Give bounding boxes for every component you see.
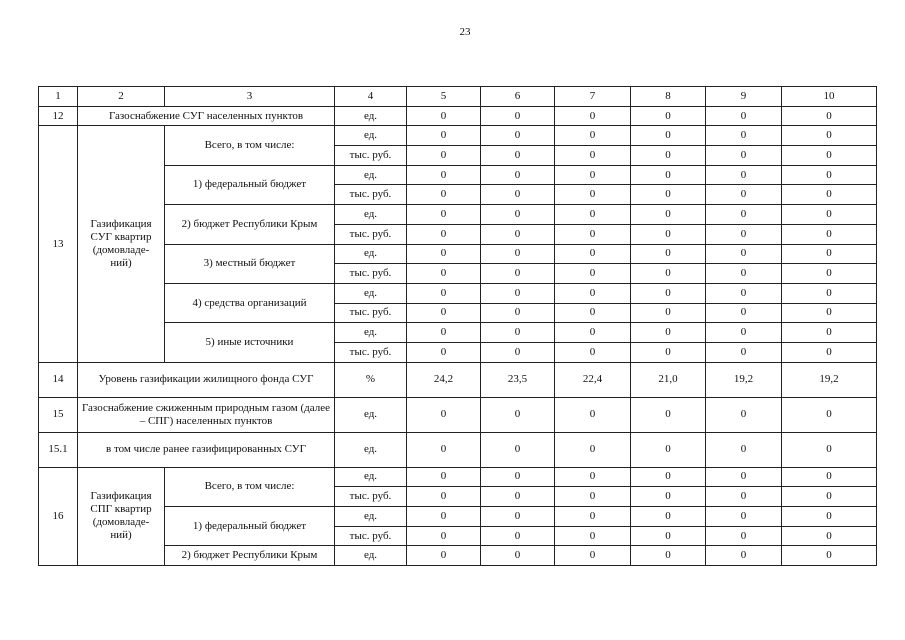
- value-cell: 0: [555, 323, 631, 343]
- unit-cell: ед.: [335, 106, 407, 126]
- value-cell: 0: [407, 146, 481, 166]
- value-cell: 0: [631, 244, 706, 264]
- value-cell: 0: [782, 146, 877, 166]
- value-cell: 0: [481, 342, 555, 362]
- header-cell: 6: [481, 87, 555, 107]
- unit-cell: тыс. руб.: [335, 342, 407, 362]
- value-cell: 0: [407, 303, 481, 323]
- funding-source: Всего, в том числе:: [165, 467, 335, 506]
- unit-cell: тыс. руб.: [335, 224, 407, 244]
- value-cell: 0: [407, 432, 481, 467]
- value-cell: 0: [706, 126, 782, 146]
- value-cell: 0: [782, 397, 877, 432]
- funding-source: 2) бюджет Республики Крым: [165, 546, 335, 566]
- value-cell: 0: [631, 432, 706, 467]
- row-number: 15: [39, 397, 78, 432]
- row-number: 13: [39, 126, 78, 362]
- value-cell: 0: [481, 323, 555, 343]
- unit-cell: ед.: [335, 323, 407, 343]
- value-cell: 0: [481, 106, 555, 126]
- value-cell: 23,5: [481, 362, 555, 397]
- unit-cell: ед.: [335, 397, 407, 432]
- value-cell: 0: [631, 397, 706, 432]
- funding-source: 1) федеральный бюджет: [165, 165, 335, 204]
- value-cell: 0: [481, 126, 555, 146]
- unit-cell: ед.: [335, 283, 407, 303]
- header-cell: 10: [782, 87, 877, 107]
- value-cell: 0: [706, 546, 782, 566]
- row-title: Уровень газификации жилищного фонда СУГ: [78, 362, 335, 397]
- funding-source: 4) средства организаций: [165, 283, 335, 322]
- table-row: [39, 432, 877, 467]
- value-cell: 0: [481, 185, 555, 205]
- header-cell: 4: [335, 87, 407, 107]
- value-cell: 0: [782, 126, 877, 146]
- header-row: [39, 87, 877, 107]
- value-cell: 0: [555, 146, 631, 166]
- value-cell: 0: [782, 165, 877, 185]
- value-cell: 0: [407, 467, 481, 487]
- header-cell: 2: [78, 87, 165, 107]
- value-cell: 0: [481, 264, 555, 284]
- value-cell: 0: [706, 205, 782, 225]
- table-row: [39, 205, 877, 225]
- value-cell: 0: [555, 342, 631, 362]
- report-table: [38, 86, 877, 566]
- value-cell: 0: [631, 205, 706, 225]
- value-cell: 0: [631, 126, 706, 146]
- unit-cell: тыс. руб.: [335, 487, 407, 507]
- table-row: [39, 244, 877, 264]
- value-cell: 0: [555, 126, 631, 146]
- table-row: [39, 323, 877, 343]
- row-title: в том числе ранее газифицированных СУГ: [78, 432, 335, 467]
- value-cell: 0: [706, 342, 782, 362]
- value-cell: 19,2: [782, 362, 877, 397]
- value-cell: 0: [782, 244, 877, 264]
- table-row: [39, 283, 877, 303]
- value-cell: 0: [555, 165, 631, 185]
- value-cell: 0: [481, 146, 555, 166]
- value-cell: 0: [706, 526, 782, 546]
- funding-source: 2) бюджет Республики Крым: [165, 205, 335, 244]
- value-cell: 0: [706, 487, 782, 507]
- unit-cell: ед.: [335, 205, 407, 225]
- value-cell: 0: [782, 546, 877, 566]
- value-cell: 0: [706, 146, 782, 166]
- value-cell: 0: [555, 303, 631, 323]
- value-cell: 0: [706, 224, 782, 244]
- value-cell: 0: [555, 106, 631, 126]
- value-cell: 0: [481, 303, 555, 323]
- value-cell: 22,4: [555, 362, 631, 397]
- value-cell: 0: [782, 526, 877, 546]
- value-cell: 0: [407, 185, 481, 205]
- value-cell: 0: [555, 185, 631, 205]
- unit-cell: тыс. руб.: [335, 303, 407, 323]
- value-cell: 0: [481, 507, 555, 527]
- value-cell: 0: [407, 546, 481, 566]
- value-cell: 0: [706, 165, 782, 185]
- value-cell: 0: [631, 106, 706, 126]
- value-cell: 0: [782, 467, 877, 487]
- value-cell: 0: [555, 526, 631, 546]
- value-cell: 0: [782, 224, 877, 244]
- value-cell: 0: [407, 507, 481, 527]
- value-cell: 0: [706, 467, 782, 487]
- value-cell: 0: [481, 487, 555, 507]
- value-cell: 0: [555, 467, 631, 487]
- value-cell: 0: [631, 165, 706, 185]
- value-cell: 0: [631, 264, 706, 284]
- unit-cell: %: [335, 362, 407, 397]
- value-cell: 0: [706, 507, 782, 527]
- unit-cell: ед.: [335, 546, 407, 566]
- value-cell: 0: [706, 244, 782, 264]
- value-cell: 0: [407, 205, 481, 225]
- value-cell: 0: [631, 487, 706, 507]
- value-cell: 0: [407, 487, 481, 507]
- value-cell: 0: [782, 106, 877, 126]
- unit-cell: ед.: [335, 126, 407, 146]
- value-cell: 0: [555, 264, 631, 284]
- table-row: [39, 106, 877, 126]
- funding-source: 5) иные источники: [165, 323, 335, 362]
- value-cell: 0: [555, 244, 631, 264]
- value-cell: 0: [481, 467, 555, 487]
- value-cell: 0: [407, 397, 481, 432]
- value-cell: 0: [631, 185, 706, 205]
- value-cell: 0: [407, 264, 481, 284]
- value-cell: 0: [706, 432, 782, 467]
- row-title: Газоснабжение СУГ населенных пунктов: [78, 106, 335, 126]
- value-cell: 0: [782, 487, 877, 507]
- table-row: [39, 362, 877, 397]
- value-cell: 0: [481, 165, 555, 185]
- table-row: [39, 397, 877, 432]
- value-cell: 0: [706, 264, 782, 284]
- value-cell: 0: [481, 283, 555, 303]
- table-row: [39, 507, 877, 527]
- unit-cell: тыс. руб.: [335, 526, 407, 546]
- unit-cell: ед.: [335, 432, 407, 467]
- value-cell: 0: [706, 323, 782, 343]
- funding-source: Всего, в том числе:: [165, 126, 335, 165]
- value-cell: 0: [407, 126, 481, 146]
- row-number: 16: [39, 467, 78, 565]
- value-cell: 0: [706, 283, 782, 303]
- value-cell: 0: [407, 106, 481, 126]
- value-cell: 0: [407, 224, 481, 244]
- row-number: 14: [39, 362, 78, 397]
- value-cell: 0: [555, 487, 631, 507]
- value-cell: 0: [782, 507, 877, 527]
- value-cell: 0: [555, 507, 631, 527]
- value-cell: 0: [782, 283, 877, 303]
- value-cell: 0: [555, 432, 631, 467]
- value-cell: 0: [407, 165, 481, 185]
- value-cell: 0: [481, 432, 555, 467]
- value-cell: 0: [407, 283, 481, 303]
- header-cell: 8: [631, 87, 706, 107]
- value-cell: 0: [782, 303, 877, 323]
- value-cell: 0: [555, 283, 631, 303]
- value-cell: 0: [481, 205, 555, 225]
- value-cell: 0: [481, 224, 555, 244]
- value-cell: 0: [631, 467, 706, 487]
- value-cell: 0: [782, 323, 877, 343]
- header-cell: 5: [407, 87, 481, 107]
- value-cell: 0: [631, 146, 706, 166]
- table-row: [39, 165, 877, 185]
- value-cell: 0: [481, 546, 555, 566]
- value-cell: 0: [782, 264, 877, 284]
- value-cell: 0: [555, 397, 631, 432]
- value-cell: 0: [631, 323, 706, 343]
- value-cell: 0: [782, 205, 877, 225]
- unit-cell: ед.: [335, 244, 407, 264]
- value-cell: 24,2: [407, 362, 481, 397]
- value-cell: 0: [555, 205, 631, 225]
- value-cell: 0: [631, 303, 706, 323]
- table-row: [39, 546, 877, 566]
- value-cell: 21,0: [631, 362, 706, 397]
- unit-cell: ед.: [335, 165, 407, 185]
- funding-source: 1) федеральный бюджет: [165, 507, 335, 546]
- header-cell: 3: [165, 87, 335, 107]
- value-cell: 0: [555, 546, 631, 566]
- value-cell: 0: [407, 323, 481, 343]
- row-group-title: Газификация СУГ квартир (домовладе- ний): [78, 126, 165, 362]
- unit-cell: ед.: [335, 467, 407, 487]
- value-cell: 0: [555, 224, 631, 244]
- unit-cell: тыс. руб.: [335, 264, 407, 284]
- unit-cell: ед.: [335, 507, 407, 527]
- row-title: Газоснабжение сжиженным природным газом (далее – СПГ) населенных пунктов: [78, 397, 335, 432]
- row-number: 15.1: [39, 432, 78, 467]
- header-cell: 9: [706, 87, 782, 107]
- header-cell: 1: [39, 87, 78, 107]
- value-cell: 0: [706, 106, 782, 126]
- table-row: [39, 467, 877, 487]
- unit-cell: тыс. руб.: [335, 146, 407, 166]
- funding-source: 3) местный бюджет: [165, 244, 335, 283]
- value-cell: 0: [782, 342, 877, 362]
- row-group-title: Газификация СПГ квартир (домовладе- ний): [78, 467, 165, 565]
- value-cell: 0: [481, 244, 555, 264]
- value-cell: 0: [782, 185, 877, 205]
- value-cell: 0: [706, 303, 782, 323]
- value-cell: 0: [631, 507, 706, 527]
- value-cell: 0: [481, 526, 555, 546]
- value-cell: 0: [706, 397, 782, 432]
- value-cell: 19,2: [706, 362, 782, 397]
- table-row: [39, 126, 877, 146]
- unit-cell: тыс. руб.: [335, 185, 407, 205]
- value-cell: 0: [631, 224, 706, 244]
- page-number: 23: [459, 26, 471, 38]
- value-cell: 0: [407, 526, 481, 546]
- value-cell: 0: [631, 342, 706, 362]
- value-cell: 0: [631, 546, 706, 566]
- value-cell: 0: [481, 397, 555, 432]
- value-cell: 0: [407, 342, 481, 362]
- row-number: 12: [39, 106, 78, 126]
- value-cell: 0: [631, 526, 706, 546]
- value-cell: 0: [631, 283, 706, 303]
- value-cell: 0: [706, 185, 782, 205]
- value-cell: 0: [782, 432, 877, 467]
- value-cell: 0: [407, 244, 481, 264]
- header-cell: 7: [555, 87, 631, 107]
